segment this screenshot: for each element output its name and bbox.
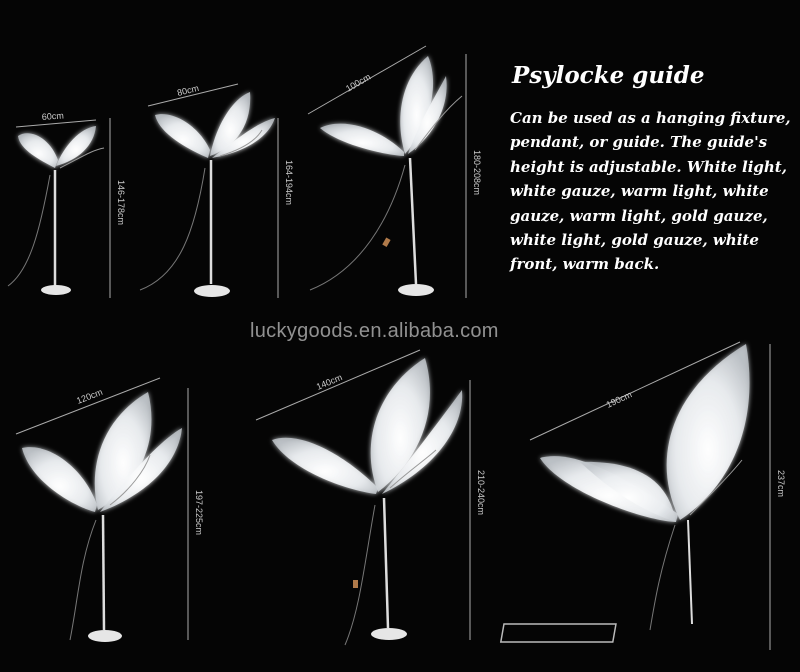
- butterfly-lamp-1: [8, 110, 126, 298]
- butterfly-wings: [22, 392, 182, 512]
- height-label: 146-178cm: [116, 180, 126, 226]
- watermark: luckygoods.en.alibaba.com: [250, 320, 499, 342]
- height-label: 180-208cm: [472, 150, 482, 196]
- lamp-base: [371, 628, 407, 640]
- height-label: 210-240cm: [476, 470, 486, 516]
- lamp-base: [41, 285, 71, 295]
- butterfly-lamp-4: [16, 378, 204, 642]
- lamp-pole: [384, 498, 388, 628]
- width-label: 120cm: [75, 386, 104, 406]
- butterfly-wings: [18, 126, 96, 168]
- width-label: 140cm: [314, 372, 344, 392]
- height-label: 164-194cm: [284, 160, 294, 206]
- butterfly-lamp-3: [308, 46, 482, 298]
- butterfly-wings: [540, 344, 750, 522]
- height-label: 237cm: [776, 470, 786, 498]
- guide-title: Psylocke guide: [512, 62, 705, 89]
- height-label: 197-225cm: [194, 490, 204, 536]
- lamp-pole: [410, 158, 416, 284]
- butterfly-wings: [272, 358, 462, 494]
- guide-description: Can be used as a hanging fixture, pendant, or guide. The guide's height is adjustable. White light, white gauze, warm light, white gauze, warm light, gold gauze, white light, gold gauze, white front, warm back.: [510, 109, 791, 274]
- width-label: 100cm: [344, 71, 373, 94]
- butterfly-lamp-5: [256, 350, 486, 645]
- lamp-base: [88, 630, 122, 642]
- lamp-pole: [688, 520, 692, 624]
- butterfly-lamp-2: [140, 83, 294, 298]
- lamp-pole: [103, 515, 104, 630]
- lamp-base: [194, 285, 230, 297]
- butterfly-lamp-6: [501, 342, 786, 650]
- lamp-base: [398, 284, 434, 296]
- width-label: 80cm: [176, 82, 200, 98]
- butterfly-wings: [155, 92, 275, 158]
- width-label: 190cm: [604, 389, 634, 410]
- width-dimension-line: [16, 120, 96, 127]
- width-label: 60cm: [41, 110, 65, 122]
- lamp-base-frame: [501, 624, 616, 642]
